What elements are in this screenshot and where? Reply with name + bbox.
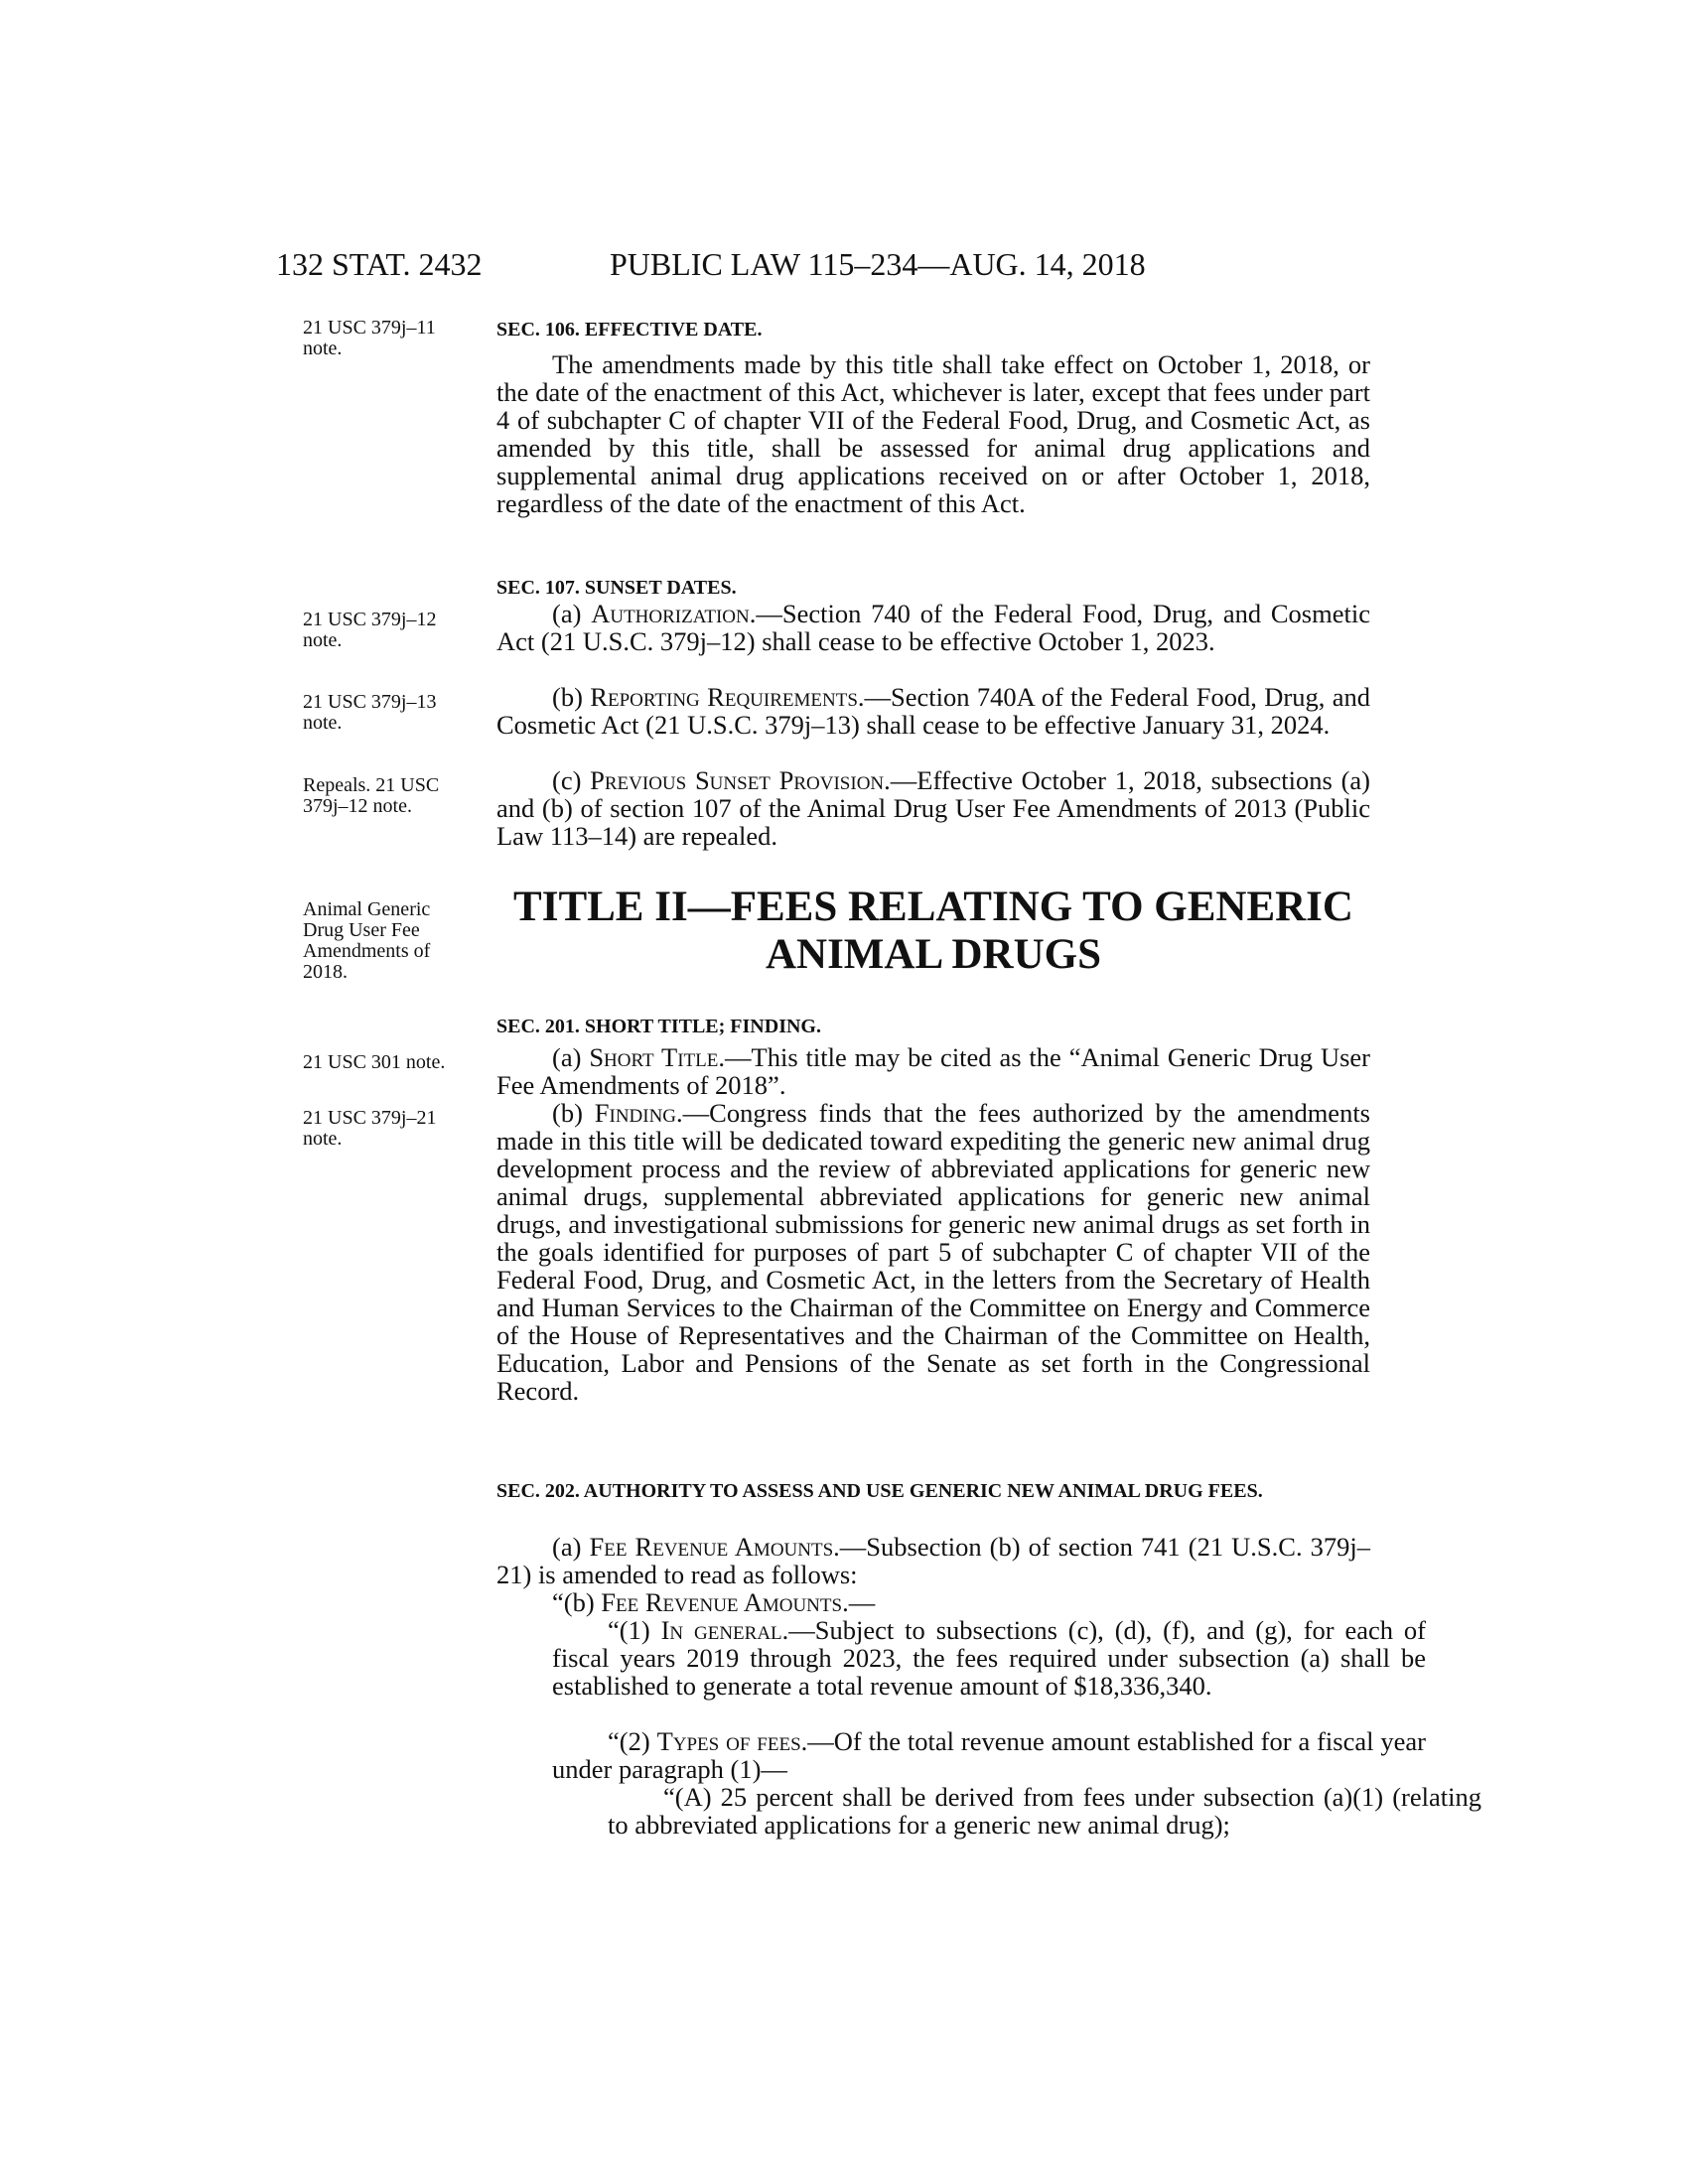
section-heading: SEC. 106. EFFECTIVE DATE.: [496, 319, 763, 341]
paragraph-2: [496, 1727, 1426, 1783]
subsection-caption: Short Title: [589, 1042, 719, 1072]
subsection-b: [496, 683, 1370, 739]
paragraph-label: “(2): [608, 1726, 657, 1756]
paragraph-1: [496, 1616, 1426, 1700]
margin-note: 21 USC 379j–13 note.: [303, 691, 437, 734]
subsection-c: [496, 766, 1370, 850]
section-heading: SEC. 107. SUNSET DATES.: [496, 577, 737, 599]
title-heading: [496, 884, 1370, 979]
subsection-text: .—Section 740A of the Federal Food, Drug, and Cosmetic Act (21 U.S.C. 379j–13) shall cease to be effective January 31, 2024.: [496, 682, 1370, 740]
subsection-label: (b): [552, 1098, 595, 1128]
margin-note: 21 USC 379j–11 note.: [303, 317, 436, 359]
stat-page-number: 132 STAT. 2432: [276, 246, 483, 282]
subsection-caption: Previous Sunset Provision: [590, 765, 885, 795]
margin-note: 21 USC 379j–21 note.: [303, 1107, 437, 1150]
section-heading: SEC. 202. AUTHORITY TO ASSESS AND USE GENERIC NEW ANIMAL DRUG FEES.: [496, 1480, 1263, 1502]
section-paragraph: The amendments made by this title shall take effect on October 1, 2018, or the date of the enactment of this Act, whichever is later, except that fees under part 4 of subchapter C of chapter VII of the Federal Food, Drug, and Cosmetic Act, as amended by this title, shall be assessed for animal drug applications and supplemental animal drug applications received on or after October 1, 2018, regardless of the date of the enactment of this Act.: [496, 349, 1370, 518]
subsection-a: [496, 1043, 1370, 1099]
paragraph-caption: Types of fees: [656, 1726, 801, 1756]
subsection-label: (b): [552, 682, 591, 712]
subsection-text: .—This title may be cited as the “Animal Generic Drug User Fee Amendments of 2018”.: [496, 1042, 1370, 1100]
subsection-b: [496, 1099, 1370, 1405]
subsection-caption: Finding: [594, 1098, 677, 1128]
subsection-caption: Authorization: [591, 599, 750, 628]
paragraph-text: .—Subject to subsections (c), (d), (f), and (g), for each of fiscal years 2019 through 2023, the fees required under subsection (a) shall be established to generate a total revenue amount of $18,336,340.: [552, 1615, 1426, 1701]
subsection-text: .—: [842, 1587, 876, 1617]
paragraph-text: .—Of the total revenue amount established for a fiscal year under paragraph (1)—: [552, 1726, 1426, 1784]
paragraph-caption: In general: [660, 1615, 782, 1645]
margin-note: Animal Generic Drug User Fee Amendments of 2018.: [303, 898, 431, 983]
subparagraph-a: “(A) 25 percent shall be derived from fees under subsection (a)(1) (relating to abbreviated applications for a generic new animal drug);: [608, 1782, 1481, 1840]
subsection-label: (a): [552, 599, 592, 628]
margin-note: 21 USC 379j–12 note.: [303, 609, 437, 651]
subsection-label: (c): [552, 765, 591, 795]
subsection-caption: Fee Revenue Amounts: [589, 1532, 834, 1562]
margin-note: Repeals. 21 USC 379j–12 note.: [303, 774, 440, 817]
section-heading: SEC. 201. SHORT TITLE; FINDING.: [496, 1016, 821, 1037]
subsection-label: (a): [552, 1532, 590, 1562]
quoted-subsection-b: [496, 1588, 1370, 1616]
subsection-caption: Fee Revenue Amounts: [601, 1587, 843, 1617]
subsection-a: [496, 600, 1370, 655]
subsection-text: .—Section 740 of the Federal Food, Drug, and Cosmetic Act (21 U.S.C. 379j–12) shall cease to be effective October 1, 2023.: [496, 599, 1370, 656]
margin-note: 21 USC 301 note.: [303, 1051, 446, 1073]
subsection-a: [496, 1533, 1370, 1588]
running-header: [0, 246, 1688, 286]
paragraph-label: “(1): [608, 1615, 661, 1645]
public-law-citation: PUBLIC LAW 115–234—AUG. 14, 2018: [610, 246, 1146, 282]
subsection-label: “(b): [552, 1587, 602, 1617]
subsection-label: (a): [552, 1042, 590, 1072]
title-line-1: TITLE II—FEES RELATING TO GENERIC: [513, 884, 1353, 930]
subsection-text: .—Subsection (b) of section 741 (21 U.S.C. 379j–21) is amended to read as follows:: [496, 1532, 1371, 1589]
subsection-caption: Reporting Requirements: [590, 682, 858, 712]
subsection-text: .—Effective October 1, 2018, subsections (a) and (b) of section 107 of the Animal Drug User Fee Amendments of 2013 (Public Law 113–14) are repealed.: [496, 765, 1370, 851]
title-line-2: ANIMAL DRUGS: [765, 931, 1102, 978]
subsection-text: .—Congress finds that the fees authorized by the amendments made in this title will be dedicated toward expediting the generic new animal drug development process and the review of abbreviated applications for generic new animal drugs, supplemental abbreviated applications for generic new animal drugs, and investigational submissions for generic new animal drugs as set forth in the goals identified for purposes of part 5 of subchapter C of chapter VII of the Federal Food, Drug, and Cosmetic Act, in the letters from the Secretary of Health and Human Services to the Chairman of the Committee on Energy and Commerce of the House of Representatives and the Chairman of the Committee on Health, Education, Labor and Pensions of the Senate as set forth in the Congressional Record.: [496, 1098, 1370, 1406]
